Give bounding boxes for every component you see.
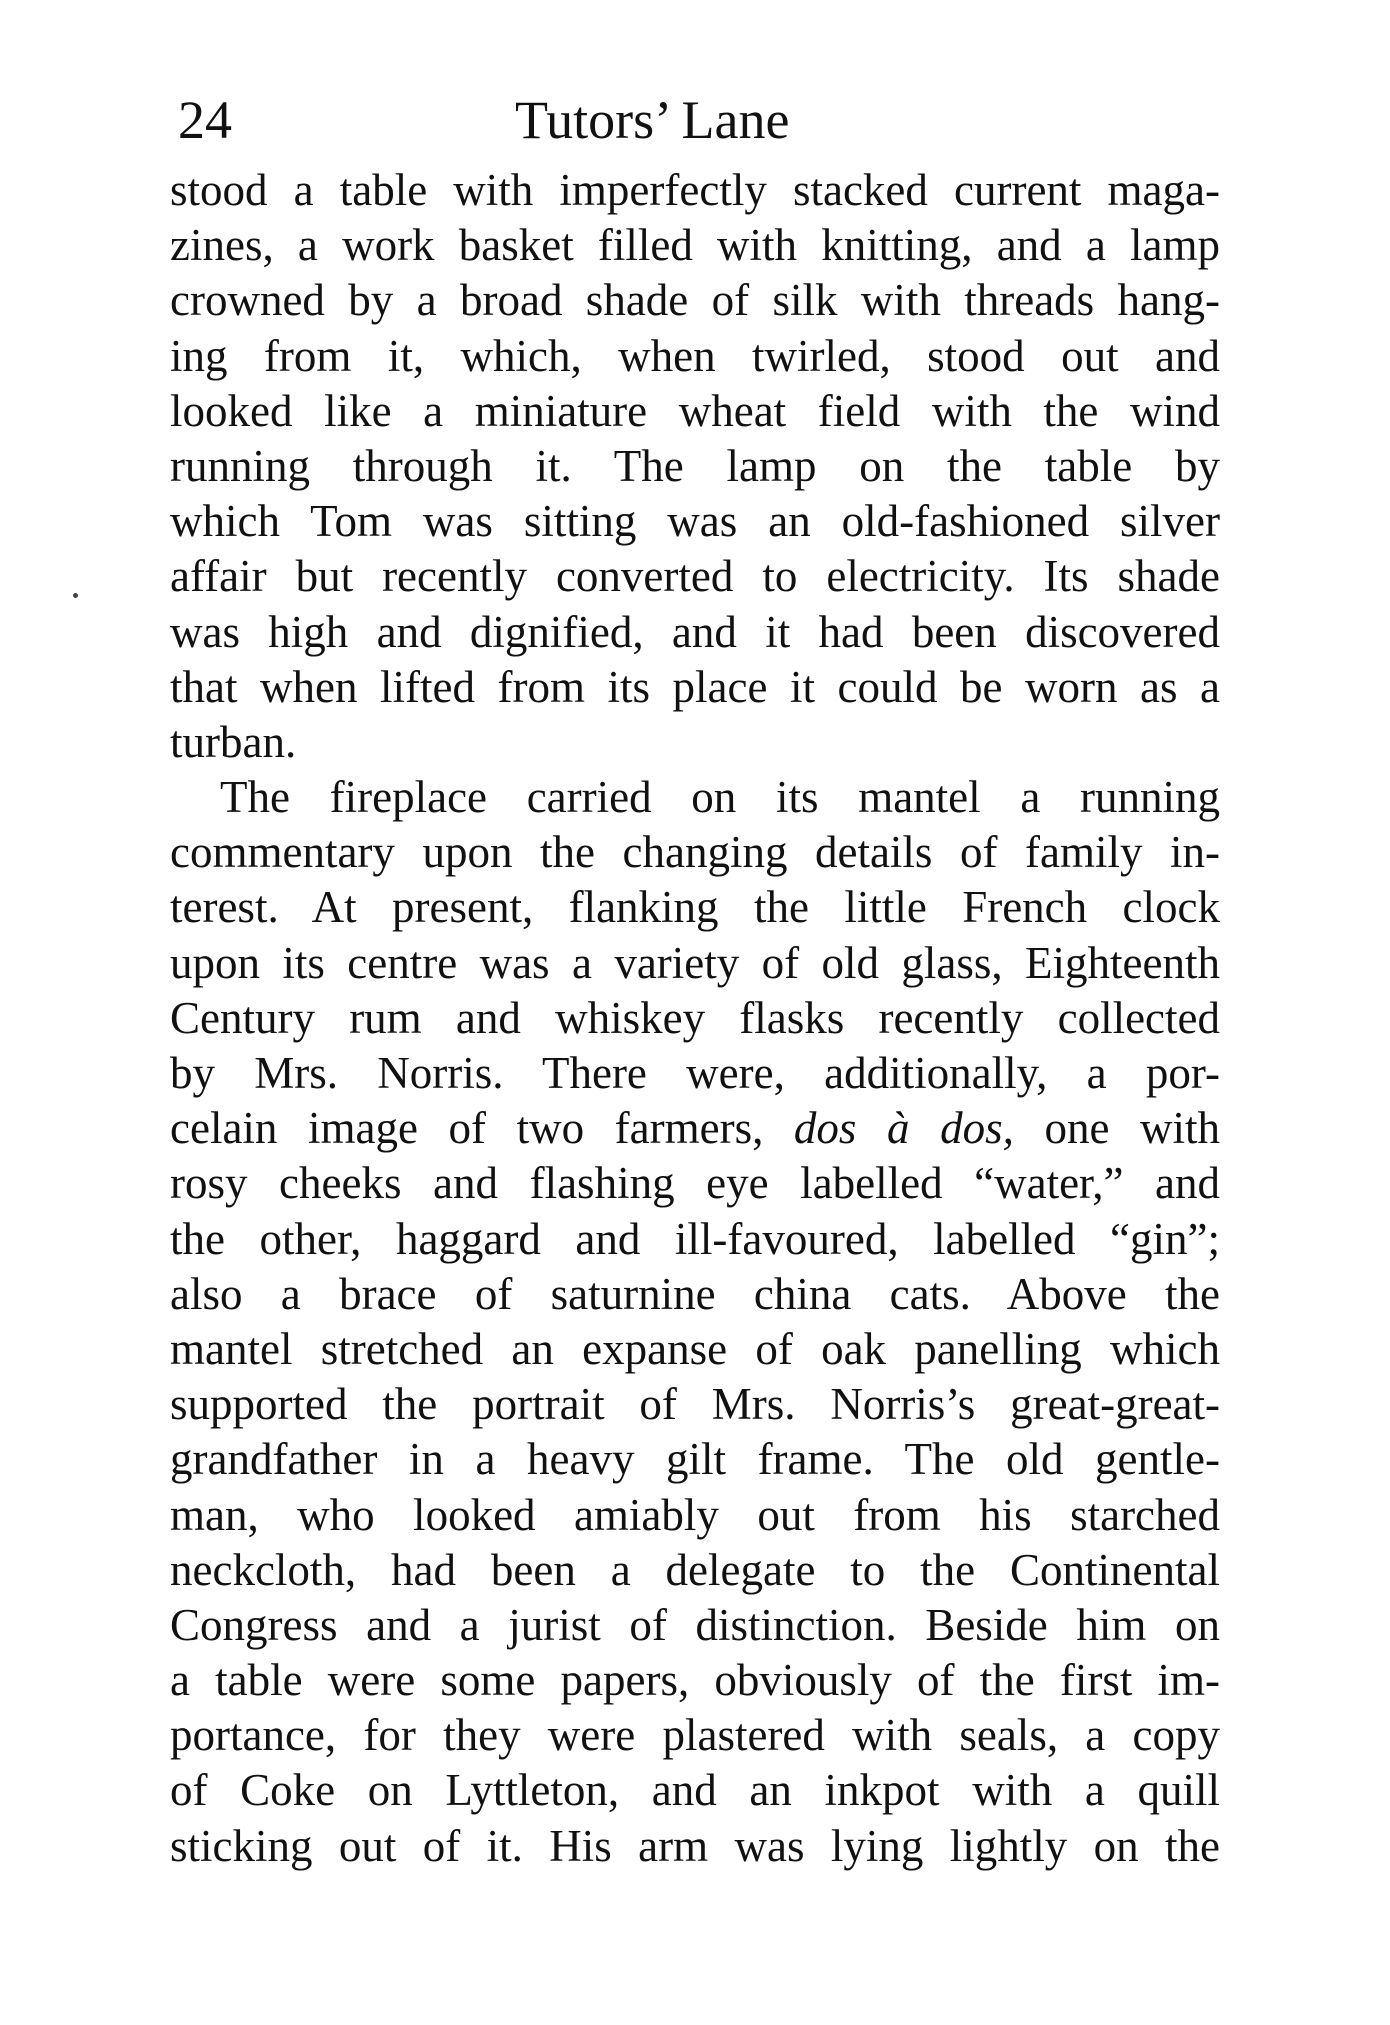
- text-line: zines, a work basket filled with knitting, and a lamp: [170, 220, 1220, 271]
- text-line: crowned by a broad shade of silk with threads hang-: [170, 275, 1220, 326]
- text-line: was high and dignified, and it had been discovered: [170, 606, 1220, 657]
- text-line: neckcloth, had been a delegate to the Continental: [170, 1544, 1220, 1595]
- running-title: Tutors’ Lane: [515, 90, 790, 150]
- print-speck: [73, 593, 78, 598]
- text-line: by Mrs. Norris. There were, additionally, a por-: [170, 1048, 1220, 1098]
- text-line: man, who looked amiably out from his starched: [170, 1489, 1220, 1540]
- text-line: the other, haggard and ill-favoured, labelled “gin”;: [170, 1213, 1220, 1264]
- text-line-with-italic: [170, 1101, 1220, 1156]
- page-number: 24: [178, 90, 232, 150]
- text-line: grandfather in a heavy gilt frame. The old gentle-: [170, 1434, 1220, 1485]
- text-line: also a brace of saturnine china cats. Above the: [170, 1268, 1220, 1319]
- text-line: The fireplace carried on its mantel a running: [220, 772, 1220, 823]
- text-segment: celain image of two farmers,: [170, 1103, 764, 1154]
- text-line: rosy cheeks and flashing eye labelled “water,” and: [170, 1158, 1220, 1209]
- text-line: stood a table with imperfectly stacked current maga-: [170, 165, 1220, 215]
- text-line: supported the portrait of Mrs. Norris’s great-great-: [170, 1379, 1220, 1430]
- text-line: that when lifted from its place it could be worn as a: [170, 661, 1220, 712]
- text-line: Congress and a jurist of distinction. Beside him on: [170, 1599, 1220, 1650]
- text-line: of Coke on Lyttleton, and an inkpot with a quill: [170, 1765, 1220, 1816]
- text-line: looked like a miniature wheat field with the wind: [170, 385, 1220, 436]
- text-line: Century rum and whiskey flasks recently collected: [170, 992, 1220, 1043]
- text-line: turban.: [170, 716, 297, 767]
- page-header: [170, 85, 1220, 155]
- text-line: ing from it, which, when twirled, stood out and: [170, 330, 1220, 381]
- text-segment: one with: [1044, 1103, 1220, 1154]
- text-line: a table were some papers, obviously of the first im-: [170, 1655, 1220, 1706]
- text-line: portance, for they were plastered with seals, a copy: [170, 1710, 1220, 1761]
- text-line: affair but recently converted to electricity. Its shade: [170, 551, 1220, 602]
- text-line: commentary upon the changing details of family in-: [170, 827, 1220, 878]
- text-line: terest. At present, flanking the little French clock: [170, 882, 1220, 933]
- text-line: which Tom was sitting was an old-fashioned silver: [170, 496, 1220, 547]
- italic-phrase: dos à dos,: [793, 1103, 1014, 1154]
- text-line: upon its centre was a variety of old glass, Eighteenth: [170, 937, 1220, 988]
- text-line: sticking out of it. His arm was lying lightly on the: [170, 1820, 1220, 1871]
- body-text: [170, 163, 1220, 1874]
- text-line: running through it. The lamp on the table by: [170, 440, 1220, 491]
- text-line: mantel stretched an expanse of oak panelling which: [170, 1323, 1220, 1374]
